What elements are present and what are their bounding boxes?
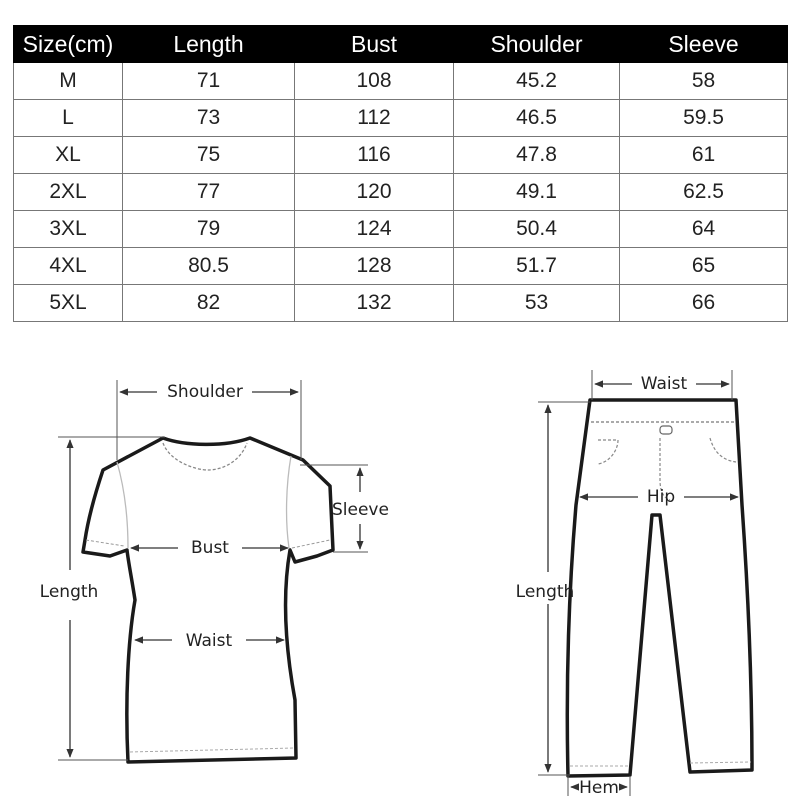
pants-length-label: Length (515, 582, 575, 602)
cell-size: 3XL (14, 211, 123, 248)
cell-sleeve: 64 (620, 211, 788, 248)
cell-sleeve: 61 (620, 137, 788, 174)
cell-sleeve: 66 (620, 285, 788, 322)
cell-bust: 132 (295, 285, 454, 322)
cell-bust: 128 (295, 248, 454, 285)
cell-shoulder: 47.8 (454, 137, 620, 174)
cell-shoulder: 46.5 (454, 100, 620, 137)
cell-bust: 116 (295, 137, 454, 174)
cell-length: 77 (123, 174, 295, 211)
cell-length: 79 (123, 211, 295, 248)
shirt-sleeve-label: Sleeve (332, 500, 389, 520)
header-shoulder: Shoulder (454, 26, 620, 63)
cell-sleeve: 65 (620, 248, 788, 285)
cell-bust: 112 (295, 100, 454, 137)
pants-hip-label: Hip (646, 487, 676, 507)
cell-bust: 124 (295, 211, 454, 248)
cell-length: 75 (123, 137, 295, 174)
cell-shoulder: 53 (454, 285, 620, 322)
cell-shoulder: 45.2 (454, 63, 620, 100)
cell-sleeve: 58 (620, 63, 788, 100)
cell-size: M (14, 63, 123, 100)
cell-size: XL (14, 137, 123, 174)
header-bust: Bust (295, 26, 454, 63)
cell-size: 5XL (14, 285, 123, 322)
header-size: Size(cm) (14, 26, 123, 63)
shirt-length-label: Length (39, 582, 99, 602)
cell-bust: 108 (295, 63, 454, 100)
cell-length: 71 (123, 63, 295, 100)
tshirt-diagram (40, 380, 389, 762)
pants-diagram (516, 370, 752, 798)
shirt-shoulder-label: Shoulder (167, 382, 243, 402)
cell-size: 4XL (14, 248, 123, 285)
cell-shoulder: 50.4 (454, 211, 620, 248)
pants-button (660, 426, 672, 434)
shirt-waist-label: Waist (185, 631, 233, 651)
header-length: Length (123, 26, 295, 63)
cell-length: 73 (123, 100, 295, 137)
pants-waist-label: Waist (640, 374, 688, 394)
cell-shoulder: 51.7 (454, 248, 620, 285)
shirt-bust-label: Bust (191, 538, 229, 558)
cell-size: 2XL (14, 174, 123, 211)
cell-length: 80.5 (123, 248, 295, 285)
cell-bust: 120 (295, 174, 454, 211)
cell-shoulder: 49.1 (454, 174, 620, 211)
pants-hem-label: Hem (579, 778, 619, 798)
cell-length: 82 (123, 285, 295, 322)
cell-sleeve: 59.5 (620, 100, 788, 137)
cell-sleeve: 62.5 (620, 174, 788, 211)
cell-size: L (14, 100, 123, 137)
pants-outline (567, 400, 752, 776)
tshirt-outline (83, 438, 333, 762)
header-sleeve: Sleeve (620, 26, 788, 63)
